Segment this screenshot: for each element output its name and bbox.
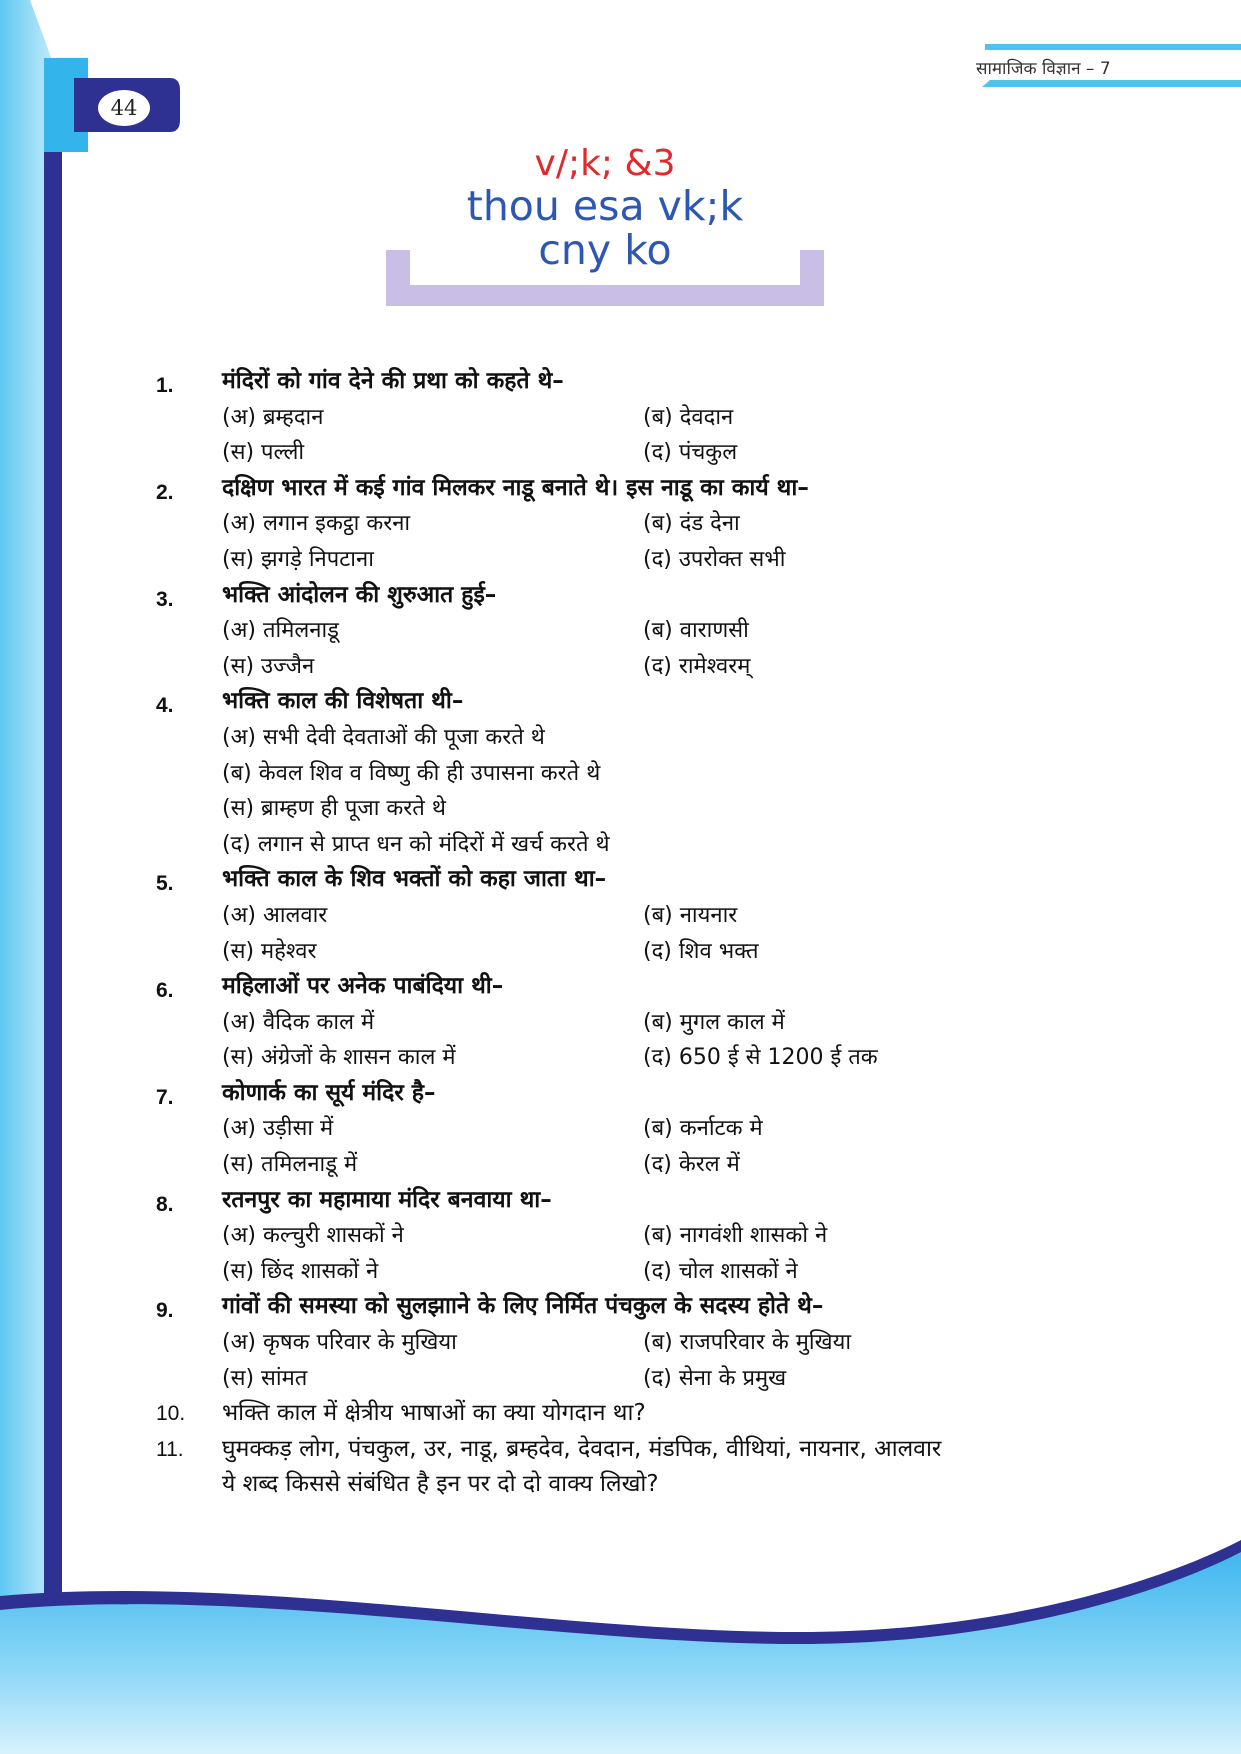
option-row bbox=[222, 506, 1116, 542]
question-number: 11. bbox=[156, 1437, 184, 1461]
left-navy-rule bbox=[44, 60, 62, 1754]
top-rule-thick bbox=[985, 44, 1241, 50]
question-5 bbox=[156, 862, 1116, 969]
question-number: 9. bbox=[156, 1299, 174, 1323]
option-d: (द) शिव भक्त bbox=[643, 938, 759, 964]
question-number: 5. bbox=[156, 872, 174, 896]
question-text: गांवों की समस्या को सुलझााने के लिए निर्मित पंचकुल के सदस्य होते थे– bbox=[222, 1293, 824, 1320]
option-c: (स) तमिलनाडू में bbox=[222, 1152, 358, 1178]
chapter-name-line-1: thou esa vk;k bbox=[466, 182, 744, 230]
option-b: (ब) राजपरिवार के मुखिया bbox=[643, 1330, 852, 1356]
option-row bbox=[222, 1254, 1116, 1290]
option-d: (द) केरल में bbox=[643, 1152, 740, 1178]
option-a: (अ) वैदिक काल में bbox=[222, 1009, 375, 1035]
option-row bbox=[222, 1361, 1116, 1397]
question-number: 6. bbox=[156, 979, 174, 1003]
option-c: (स) छिंद शासकों ने bbox=[222, 1258, 379, 1284]
question-text: भक्ति काल की विशेषता थी– bbox=[222, 688, 464, 715]
question-10 bbox=[156, 1396, 1116, 1432]
option-b: (ब) कर्नाटक मे bbox=[643, 1116, 763, 1142]
option-c: (स) सांमत bbox=[222, 1365, 308, 1391]
question-text: भक्ति काल के शिव भक्तों को कहा जाता था– bbox=[222, 866, 607, 893]
option-c: (स) महेश्वर bbox=[222, 938, 317, 964]
option-row bbox=[222, 613, 1116, 649]
option-row bbox=[222, 649, 1116, 685]
question-number: 10. bbox=[156, 1402, 186, 1426]
chapter-name-line-2: cny ko bbox=[538, 226, 672, 274]
question-text: भक्ति काल में क्षेत्रीय भाषाओं का क्या योगदान था? bbox=[222, 1400, 646, 1427]
option-c: (स) उज्जैन bbox=[222, 653, 315, 679]
question-11 bbox=[156, 1432, 1116, 1503]
option-d: (द) लगान से प्राप्त धन को मंदिरों में खर्च करते थे bbox=[222, 831, 610, 857]
option-row bbox=[222, 435, 1116, 471]
question-text: महिलाओं पर अनेक पाबंदिया थी– bbox=[222, 973, 504, 1000]
option-d: (द) सेना के प्रमुख bbox=[643, 1365, 787, 1391]
question-number: 3. bbox=[156, 587, 174, 611]
question-number: 7. bbox=[156, 1085, 174, 1109]
option-row bbox=[222, 1040, 1116, 1076]
option-a: (अ) उड़ीसा में bbox=[222, 1116, 334, 1142]
option-a: (अ) लगान इकट्ठा करना bbox=[222, 511, 411, 537]
option-c: (स) पल्ली bbox=[222, 440, 305, 466]
question-text: मंदिरों को गांव देने की प्रथा को कहते थे– bbox=[222, 368, 564, 394]
option-row bbox=[222, 898, 1116, 934]
question-3 bbox=[156, 578, 1116, 685]
question-text: भक्ति आंदोलन की शुरुआत हुई– bbox=[222, 581, 497, 608]
question-6 bbox=[156, 969, 1116, 1076]
question-text: रतनपुर का महामाया मंदिर बनवाया था– bbox=[222, 1186, 552, 1213]
option-d: (द) 650 ई से 1200 ई तक bbox=[643, 1045, 878, 1071]
option-row bbox=[222, 1005, 1116, 1041]
option-d: (द) पंचकुल bbox=[643, 440, 738, 466]
question-1 bbox=[156, 364, 1116, 471]
question-list bbox=[156, 364, 1116, 1503]
chapter-label: v/;k; &3 bbox=[534, 143, 676, 184]
option-row bbox=[222, 400, 1116, 436]
chapter-title-block bbox=[386, 144, 824, 272]
page-number: 44 bbox=[98, 90, 150, 126]
option-d: (द) चोल शासकों ने bbox=[643, 1258, 798, 1284]
question-text-continued: ये शब्द किससे संबंधित है इन पर दो दो वाक्य लिखो? bbox=[222, 1471, 659, 1498]
option-c: (स) अंग्रेजों के शासन काल में bbox=[222, 1045, 456, 1071]
option-row bbox=[222, 542, 1116, 578]
top-rule-thin bbox=[982, 80, 1241, 87]
option-b: (ब) केवल शिव व विष्णु की ही उपासना करते थे bbox=[222, 760, 601, 786]
question-number: 1. bbox=[156, 374, 174, 397]
question-text: कोणार्क का सूर्य मंदिर है– bbox=[222, 1079, 436, 1106]
option-b: (ब) वाराणसी bbox=[643, 618, 749, 644]
question-number: 2. bbox=[156, 480, 174, 504]
option-a: (अ) सभी देवी देवताओं की पूजा करते थे bbox=[222, 724, 545, 750]
question-8 bbox=[156, 1183, 1116, 1290]
option-row bbox=[222, 934, 1116, 970]
question-7 bbox=[156, 1076, 1116, 1183]
option-row bbox=[222, 1218, 1116, 1254]
option-row bbox=[222, 1111, 1116, 1147]
question-text: घुमक्कड़ लोग, पंचकुल, उर, नाडू, ब्रम्हदेव, देवदान, मंडपिक, वीथियां, नायनार, आलवार bbox=[222, 1435, 942, 1462]
option-a: (अ) तमिलनाडू bbox=[222, 618, 339, 644]
option-c: (स) ब्राम्हण ही पूजा करते थे bbox=[222, 796, 446, 822]
option-c: (स) झगड़े निपटाना bbox=[222, 546, 374, 572]
question-4 bbox=[156, 684, 1116, 862]
option-b: (ब) नागवंशी शासको ने bbox=[643, 1223, 828, 1249]
question-number: 8. bbox=[156, 1192, 174, 1216]
option-b: (ब) मुगल काल में bbox=[643, 1009, 785, 1035]
question-9 bbox=[156, 1289, 1116, 1396]
option-a: (अ) ब्रम्हदान bbox=[222, 404, 324, 430]
option-b: (ब) दंड देना bbox=[643, 511, 740, 537]
option-a: (अ) कल्चुरी शासकों ने bbox=[222, 1223, 404, 1249]
option-b: (ब) देवदान bbox=[643, 404, 734, 430]
option-d: (द) उपरोक्त सभी bbox=[643, 546, 786, 572]
option-row bbox=[222, 1325, 1116, 1361]
bottom-wave bbox=[0, 1550, 1241, 1754]
question-text: दक्षिण भारत में कई गांव मिलकर नाडू बनाते थे। इस नाडू का कार्य था– bbox=[222, 474, 809, 501]
option-a: (अ) आलवार bbox=[222, 902, 328, 928]
option-row bbox=[222, 1147, 1116, 1183]
option-d: (द) रामेश्वरम् bbox=[643, 653, 751, 679]
running-head: सामाजिक विज्ञान – 7 bbox=[976, 59, 1111, 79]
option-a: (अ) कृषक परिवार के मुखिया bbox=[222, 1330, 457, 1356]
question-number: 4. bbox=[156, 694, 174, 718]
question-2 bbox=[156, 471, 1116, 578]
option-b: (ब) नायनार bbox=[643, 902, 738, 928]
